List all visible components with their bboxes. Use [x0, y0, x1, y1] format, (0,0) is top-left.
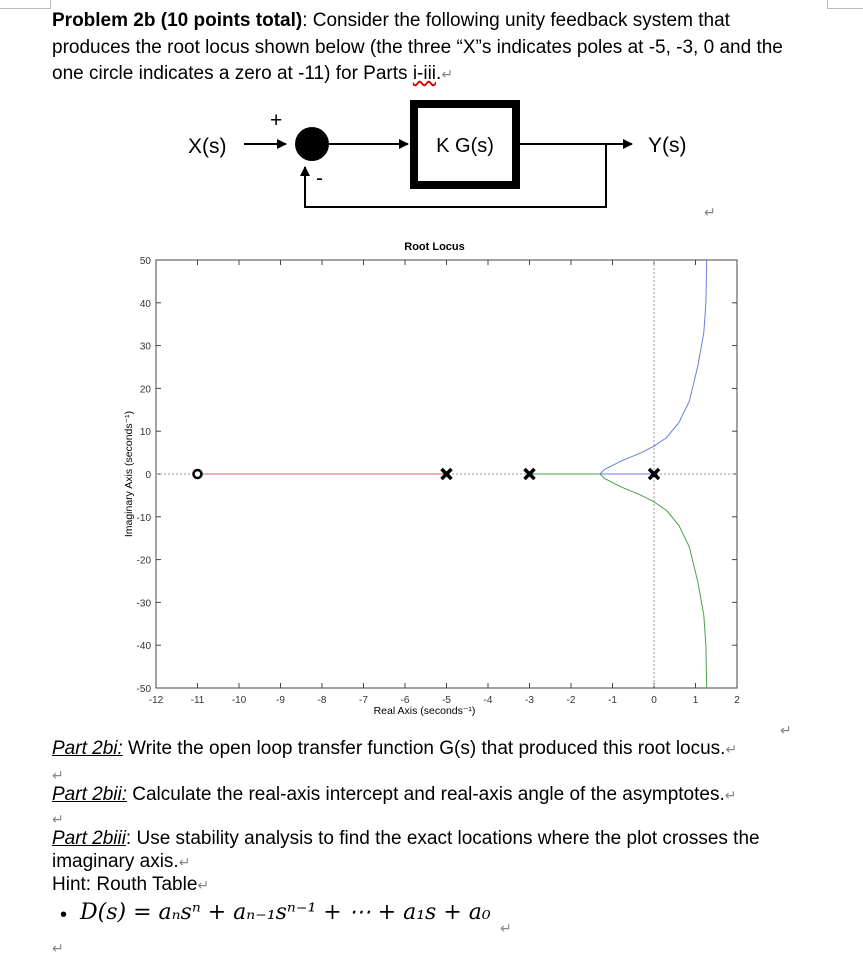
y-axis-label: Imaginary Axis (seconds⁻¹) [123, 410, 135, 538]
y-tick-label: -40 [136, 641, 151, 653]
root-locus-chart [0, 230, 863, 730]
hint: Hint: Routh Table↵ [52, 874, 210, 895]
y-tick-label: -10 [136, 512, 151, 524]
part-2bi: Part 2bi: Write the open loop transfer function G(s) that produced this root locus.↵ [52, 738, 738, 759]
x-tick-label: -3 [525, 695, 534, 706]
x-tick-label: 0 [651, 695, 657, 706]
x-tick-label: -10 [231, 695, 247, 706]
minus-sign: - [316, 167, 323, 190]
page-corner-left [0, 0, 51, 9]
x-tick-label: 1 [692, 695, 699, 706]
x-tick-label: -2 [566, 695, 576, 706]
y-tick-label: -50 [136, 684, 151, 695]
part-2bii: Part 2bii: Calculate the real-axis intercept and real-axis angle of the asymptotes.↵ [52, 784, 737, 805]
y-tick-label: 40 [139, 298, 151, 310]
y-tick-label: 10 [139, 427, 151, 439]
equation: D(s) = aₙsⁿ + aₙ₋₁sⁿ⁻¹ + ⋯ + a₁s + a₀ [80, 900, 491, 925]
paragraph-mark: ↵ [52, 767, 64, 783]
x-tick-label: -1 [608, 695, 617, 706]
part-2biii-line-2: imaginary axis.↵ [52, 851, 191, 872]
zero-marker [194, 470, 202, 478]
y-tick-label: -20 [136, 555, 151, 567]
x-tick-label: -11 [190, 695, 205, 706]
problem-line-1: Problem 2b (10 points total): Consider the following unity feedback system that [52, 10, 730, 31]
x-tick-label: -7 [359, 695, 368, 706]
summing-junction [295, 127, 329, 161]
bullet: • [60, 904, 68, 926]
page-corner-right [827, 0, 863, 9]
problem-line-3: one circle indicates a zero at -11) for Parts i-iii.↵ [52, 63, 454, 84]
input-label: X(s) [188, 135, 227, 158]
paragraph-mark: ↵ [780, 722, 792, 738]
paragraph-mark: ↵ [500, 920, 512, 936]
y-tick-label: 50 [139, 256, 151, 267]
x-tick-label: -4 [483, 695, 493, 706]
y-tick-label: 20 [139, 384, 151, 396]
part-2biii: Part 2biii: Use stability analysis to find the exact locations where the plot crosses the [52, 828, 760, 849]
x-tick-label: -12 [148, 695, 164, 706]
y-tick-label: -30 [136, 598, 151, 610]
y-tick-label: 0 [145, 470, 151, 481]
problem-line-2: produces the root locus shown below (the three “X”s indicates poles at -5, -3, 0 and the [52, 37, 783, 58]
paragraph-mark: ↵ [52, 940, 64, 956]
x-axis-label: Real Axis (seconds⁻¹) [373, 705, 476, 717]
x-tick-label: -8 [317, 695, 327, 706]
block-label: K G(s) [436, 135, 494, 157]
plus-sign: + [270, 109, 283, 132]
problem-title: Problem 2b (10 points total) [52, 10, 303, 31]
block-diagram [0, 95, 863, 225]
output-label: Y(s) [648, 134, 687, 157]
chart-title: Root Locus [404, 241, 465, 253]
x-tick-label: -5 [442, 695, 451, 706]
paragraph-mark: ↵ [704, 204, 716, 220]
y-tick-label: 30 [139, 341, 151, 353]
paragraph-mark: ↵ [52, 811, 64, 827]
x-tick-label: -9 [276, 695, 285, 706]
x-tick-label: -6 [400, 695, 410, 706]
x-tick-label: 2 [734, 695, 740, 706]
